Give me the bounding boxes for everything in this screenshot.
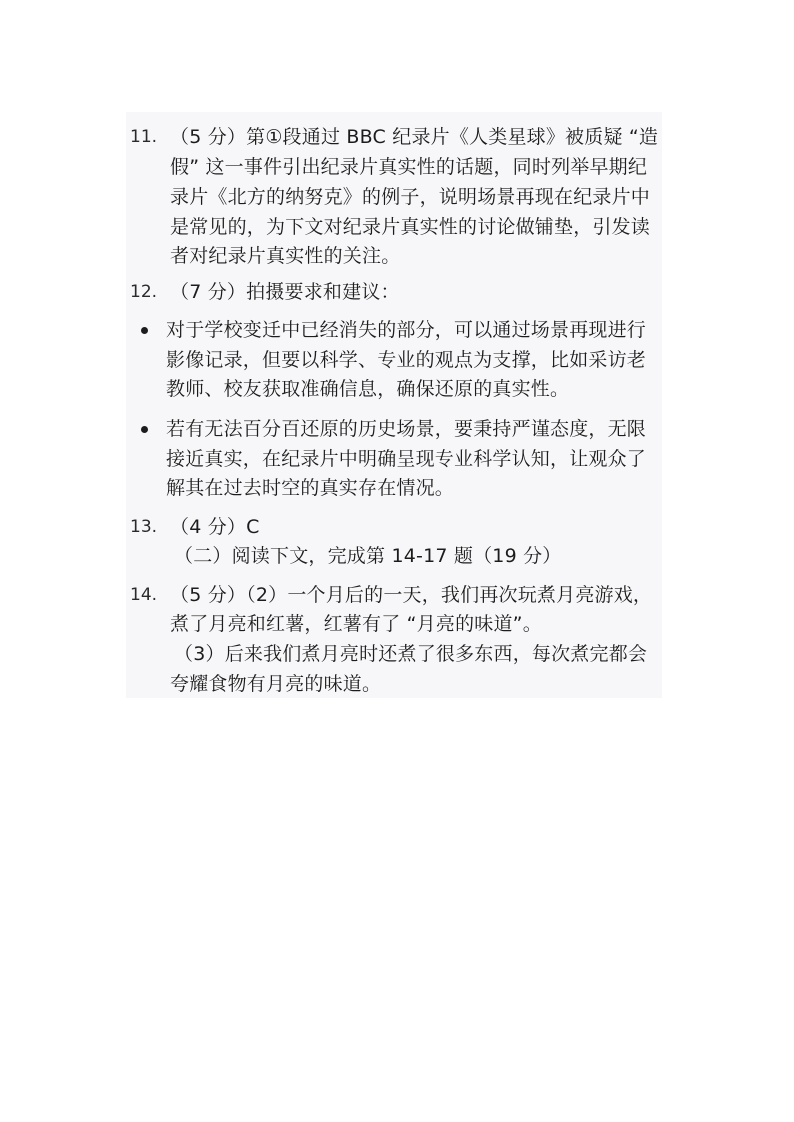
question-number-13: 13. [130, 517, 158, 537]
q11-line-4: 是常见的，为下文对纪录片真实性的讨论做铺垫，引发读 [170, 216, 651, 238]
bullet-icon [141, 327, 148, 334]
q12-bullet-2-line-1: 若有无法百分百还原的历史场景，要秉持严谨态度，无限 [166, 418, 647, 440]
question-number-12: 12. [130, 282, 158, 302]
q11-line-3: 录片《北方的纳努克》的例子，说明场景再现在纪录片中 [170, 186, 651, 208]
q12-bullet-2-line-2: 接近真实，在纪录片中明确呈现专业科学认知，让观众了 [166, 448, 647, 470]
question-number-11: 11. [130, 127, 158, 147]
q12-bullet-1-line-3: 教师、校友获取准确信息，确保还原的真实性。 [166, 378, 570, 400]
bullet-icon [141, 426, 148, 433]
q13-answer: （4 分）C [170, 516, 260, 538]
answer-block [126, 112, 662, 698]
q14-line-3: （3）后来我们煮月亮时还煮了很多东西，每次煮完都会 [174, 643, 648, 665]
q11-line-2: 假” 这一事件引出纪录片真实性的话题，同时列举早期纪 [170, 156, 648, 178]
q14-line-1: （5 分）（2）一个月后的一天，我们再次玩煮月亮游戏， [170, 584, 653, 606]
q11-line-5: 者对纪录片真实性的关注。 [170, 245, 401, 267]
q12-bullet-1-line-2: 影像记录，但要以科学、专业的观点为支撑，比如采访老 [166, 349, 647, 371]
question-number-14: 14. [130, 585, 158, 605]
q12-bullet-2-line-3: 解其在过去时空的真实存在情况。 [166, 477, 455, 499]
q12-bullet-1-line-1: 对于学校变迁中已经消失的部分，可以通过场景再现进行 [166, 319, 647, 341]
q14-line-4: 夸耀食物有月亮的味道。 [170, 673, 382, 695]
section-title: （二）阅读下文，完成第 14-17 题（19 分） [174, 545, 562, 567]
q11-line-1: （5 分）第①段通过 BBC 纪录片《人类星球》被质疑 “造 [170, 126, 659, 148]
q12-heading: （7 分）拍摄要求和建议： [170, 281, 400, 303]
q14-line-2: 煮了月亮和红薯，红薯有了 “月亮的味道”。 [170, 613, 542, 635]
